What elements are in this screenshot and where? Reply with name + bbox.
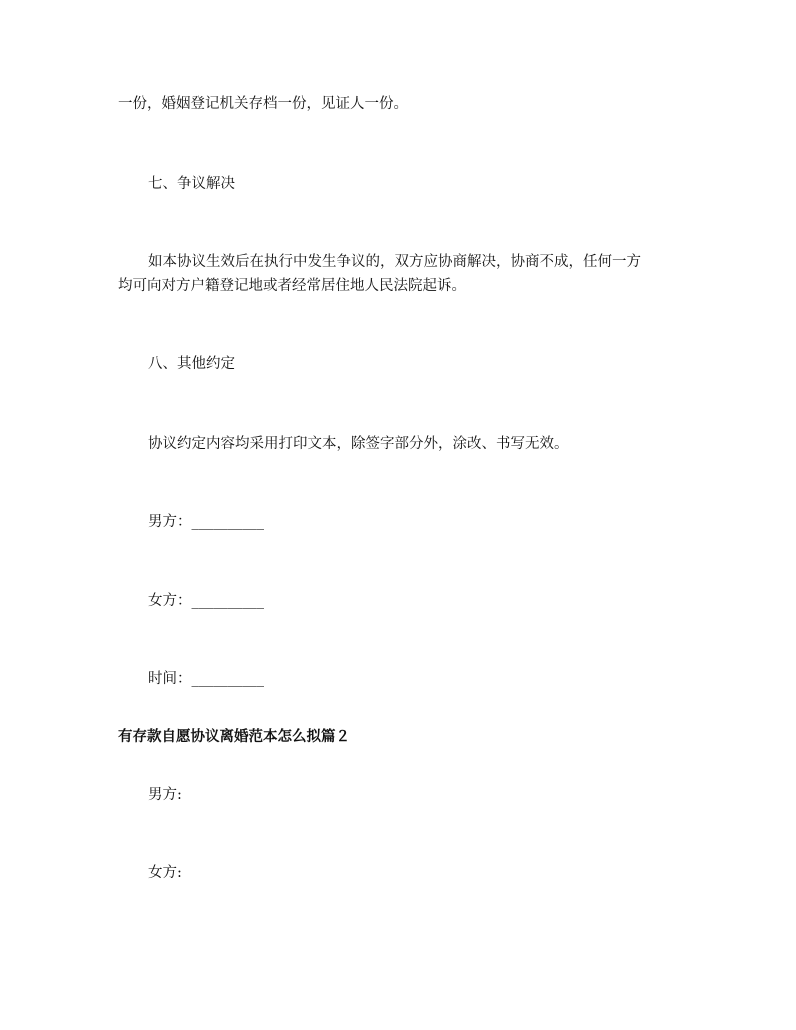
section-heading-other: 八、其他约定 bbox=[148, 356, 235, 372]
dispute-paragraph-line-1: 如本协议生效后在执行中发生争议的，双方应协商解决，协商不成，任何一方 bbox=[148, 254, 641, 270]
party-female: 女方: bbox=[148, 865, 182, 881]
article-title: 有存款自愿协议离婚范本怎么拟篇２ bbox=[118, 729, 350, 745]
other-terms-paragraph: 协议约定内容均采用打印文本，除签字部分外，涂改、书写无效。 bbox=[148, 436, 569, 452]
signature-male: 男方：__________ bbox=[148, 514, 264, 530]
dispute-paragraph-line-2: 均可向对方户籍登记地或者经常居住地人民法院起诉。 bbox=[118, 278, 466, 294]
section-heading-dispute: 七、争议解决 bbox=[148, 176, 235, 192]
signature-date: 时间：__________ bbox=[148, 671, 264, 687]
party-male: 男方: bbox=[148, 787, 182, 803]
paragraph-continuation: 一份，婚姻登记机关存档一份，见证人一份。 bbox=[118, 96, 408, 112]
signature-female: 女方：__________ bbox=[148, 593, 264, 609]
